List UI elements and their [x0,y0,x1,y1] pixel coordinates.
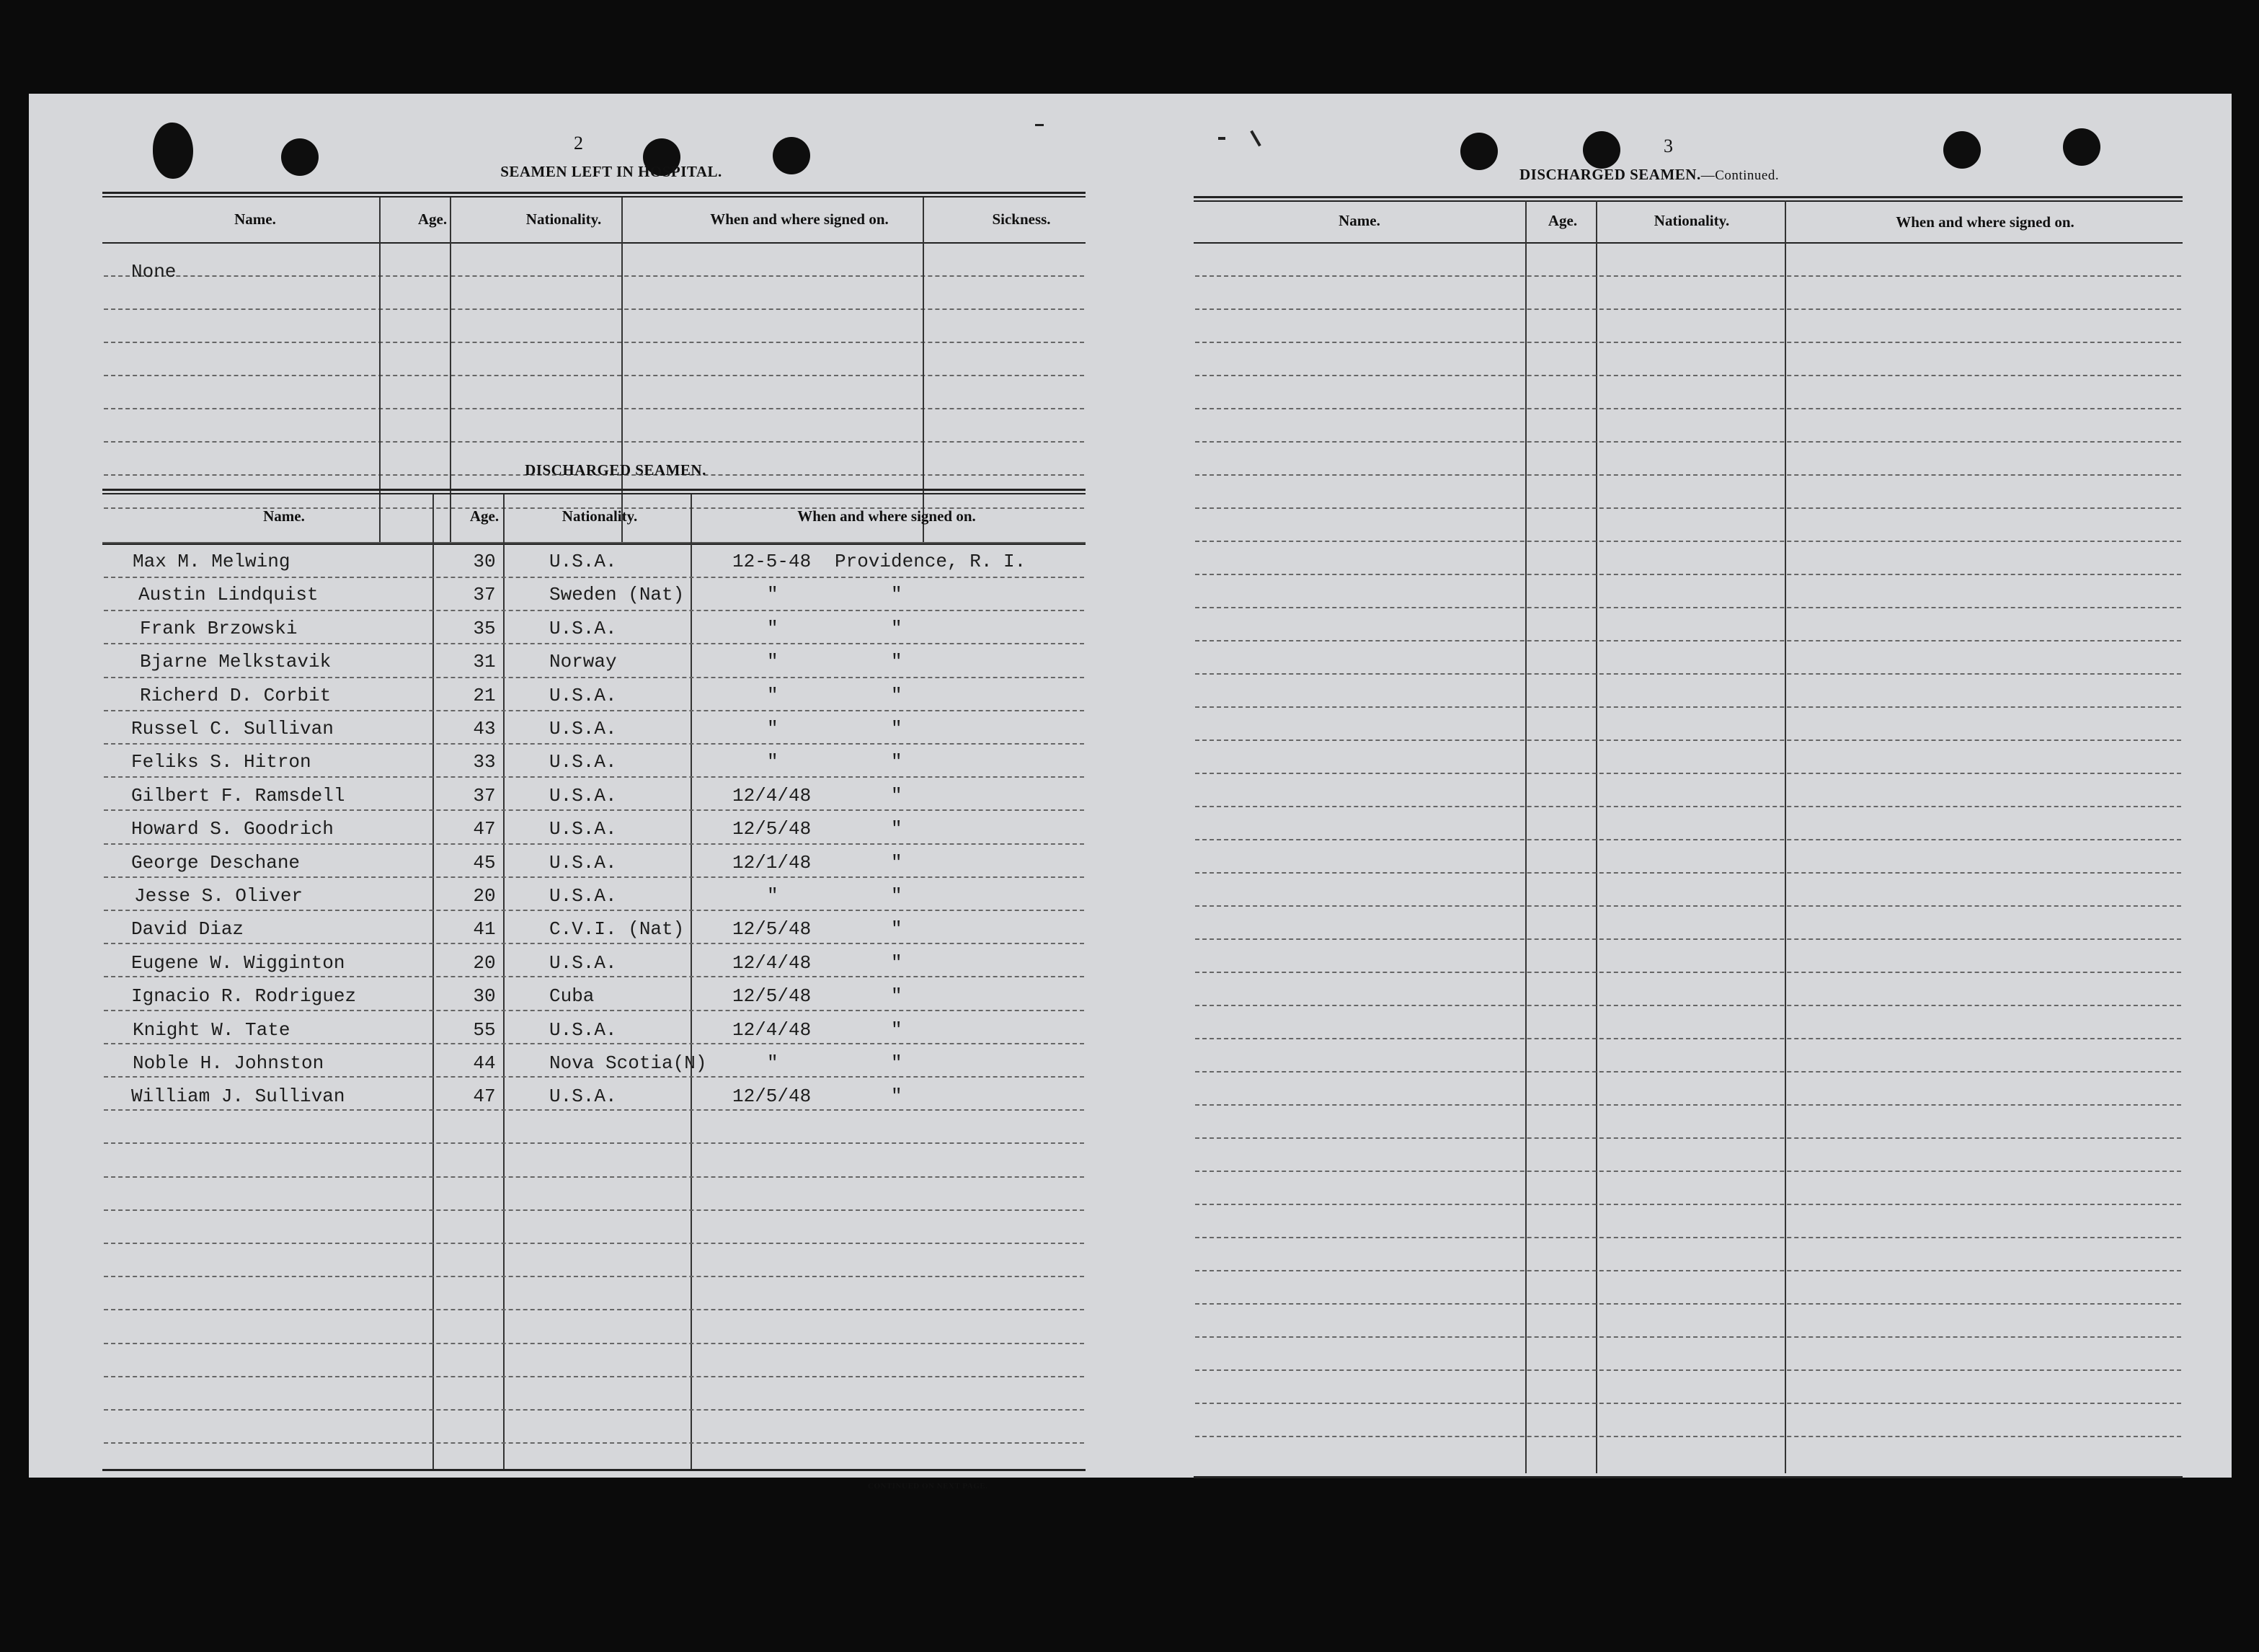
seaman-age: 30 [473,551,496,572]
signed-on-date: 12/5/48 [732,918,812,941]
right-header-name: Name. [1339,212,1380,229]
ruling-line [104,976,1084,977]
seaman-age: 45 [473,851,496,874]
signed-on-date: 12-5-48 [732,551,812,572]
seaman-name: Bjarne Melkstavik [140,651,332,673]
ruling-line [104,1043,1084,1044]
seaman-nationality: U.S.A. [549,617,617,639]
seaman-name: Knight W. Tate [133,1018,290,1041]
ruling-line [1195,938,2181,940]
seaman-name: Noble H. Johnston [133,1052,324,1074]
seaman-nationality: U.S.A. [549,885,617,907]
ruling-line [1195,441,2181,443]
right-header-signed-on: When and where signed on. [1896,213,2074,231]
hospital-none-entry: None [131,261,177,283]
signed-on-date: 12/4/48 [732,1018,812,1041]
ruling-line [1195,507,2181,509]
ruling-line [1195,839,2181,840]
ruling-line [1195,607,2181,608]
ruling-line [1195,706,2181,708]
signed-on-date: " [767,651,778,673]
signed-on-date: 12/1/48 [732,851,812,874]
ruling-line [1195,1171,2181,1172]
signed-on-date: 12/4/48 [732,784,812,807]
seaman-name: Max M. Melwing [133,551,290,572]
page-number-right: 3 [1664,136,1673,156]
ruling-line [104,275,1084,277]
ink-mark [1035,124,1044,126]
ruling-line [1195,1436,2181,1437]
signed-on-date: " [767,718,778,740]
ink-mark [1218,137,1225,140]
right-section-title [1519,166,1779,184]
ruling-line [104,1176,1084,1178]
ruling-line [104,1010,1084,1011]
seaman-nationality: Norway [549,651,617,673]
ruling-line [104,610,1084,611]
signed-on-place: " [891,751,902,773]
seaman-age: 37 [473,784,496,807]
ruling-line [1195,474,2181,476]
discharged-header-age: Age. [469,507,500,525]
seaman-age: 30 [473,985,496,1008]
ruling-line [1195,972,2181,973]
ruling-line [1195,1270,2181,1271]
seaman-age: 31 [473,651,496,673]
ruling-line [1195,1403,2181,1404]
ruling-line [104,577,1084,578]
seaman-name: Gilbert F. Ramsdell [131,784,345,807]
ruling-line [104,342,1084,343]
ruling-line [104,1409,1084,1411]
seaman-age: 44 [473,1052,496,1074]
signed-on-date: 12/4/48 [732,951,812,974]
signed-on-date: " [767,751,778,773]
right-title-main: DISCHARGED SEAMEN. [1519,166,1701,183]
seaman-age: 33 [473,751,496,773]
seaman-age: 35 [473,617,496,639]
ruling-line [1195,1071,2181,1073]
seaman-nationality: U.S.A. [549,951,617,974]
discharged-header-nationality: Nationality. [562,507,638,525]
punch-hole [2063,128,2100,166]
ruling-line [104,1142,1084,1144]
ruling-line [1195,1005,2181,1006]
ruling-line [1195,905,2181,907]
seaman-age: 43 [473,718,496,740]
seaman-age: 55 [473,1018,496,1041]
seaman-nationality: U.S.A. [549,851,617,874]
signed-on-place: " [891,651,902,673]
ruling-line [104,843,1084,845]
signed-on-place: " [891,718,902,740]
punch-hole [281,138,319,176]
document-spread [29,94,2232,1491]
seaman-nationality: U.S.A. [549,751,617,773]
continued-footer: CONTINUED ON NEXT PAGE. [868,1482,988,1491]
seaman-nationality: U.S.A. [549,784,617,807]
ruling-line [104,1343,1084,1344]
seaman-nationality: U.S.A. [549,818,617,840]
ruling-line [104,408,1084,409]
ruling-line [104,1209,1084,1211]
ruling-line [1195,342,2181,343]
page-number: 2 [574,133,583,154]
ruling-line [1195,872,2181,874]
seaman-nationality: U.S.A. [549,684,617,706]
hospital-header-age: Age. [417,210,448,228]
ruling-line [104,1376,1084,1377]
seaman-name: Ignacio R. Rodriguez [131,985,357,1008]
ruling-line [1195,541,2181,542]
ruling-line [104,1109,1084,1111]
signed-on-place: " [891,584,902,606]
ruling-line [1195,806,2181,807]
discharged-section-title: DISCHARGED SEAMEN. [525,461,706,479]
ruling-line [1195,275,2181,277]
signed-on-place: " [891,818,902,840]
ruling-line [1195,1303,2181,1305]
right-title-suffix: —Continued. [1700,168,1780,183]
punch-hole [773,137,810,174]
ruling-line [1195,408,2181,409]
ink-mark [1250,130,1261,147]
signed-on-place: " [891,684,902,706]
discharged-header-signed-on: When and where signed on. [797,507,976,525]
ruling-line [1195,740,2181,741]
ruling-line [104,710,1084,711]
seaman-nationality: C.V.I. (Nat) [549,918,685,941]
hospital-header-sickness: Sickness. [992,210,1051,228]
punch-hole [153,123,193,179]
discharged-header-name: Name. [263,507,305,525]
ruling-line [1195,308,2181,310]
ruling-line [1195,773,2181,774]
signed-on-place: " [891,784,902,807]
ruling-line [1195,1038,2181,1039]
right-header-age: Age. [1548,212,1578,229]
signed-on-place: Providence, R. I. [835,551,1026,572]
hospital-header-signed-on: When and where signed on. [710,210,889,228]
signed-on-place: " [891,851,902,874]
seaman-nationality: Cuba [549,985,595,1008]
ruling-line [104,1442,1084,1444]
seaman-name: Eugene W. Wigginton [131,951,345,974]
signed-on-date: 12/5/48 [732,985,812,1008]
ruling-line [104,1276,1084,1277]
punch-hole [1460,133,1498,170]
seaman-nationality: U.S.A. [549,1085,617,1108]
seaman-name: Austin Lindquist [138,584,319,606]
signed-on-place: " [891,951,902,974]
right-header-nationality: Nationality. [1654,212,1730,229]
hospital-header-nationality: Nationality. [525,210,602,228]
signed-on-date: " [767,684,778,706]
seaman-age: 41 [473,918,496,941]
punch-hole [1943,131,1981,169]
ruling-line [1195,640,2181,641]
ruling-line [104,1309,1084,1310]
ruling-line [104,1076,1084,1078]
seaman-age: 20 [473,885,496,907]
hospital-section-title: SEAMEN LEFT IN HOSPITAL. [500,163,722,180]
ruling-line [104,809,1084,811]
ruling-line [1195,1336,2181,1338]
seaman-nationality: U.S.A. [549,718,617,740]
seaman-age: 47 [473,818,496,840]
signed-on-date: " [767,1052,778,1074]
seaman-age: 47 [473,1085,496,1108]
signed-on-date: 12/5/48 [732,1085,812,1108]
ruling-line [104,910,1084,911]
ruling-line [1195,1369,2181,1371]
seaman-name: George Deschane [131,851,301,874]
seaman-nationality: U.S.A. [549,551,617,572]
seaman-age: 20 [473,951,496,974]
ruling-line [104,743,1084,745]
signed-on-date: " [767,617,778,639]
ruling-line [104,308,1084,310]
ruling-line [104,677,1084,678]
seaman-age: 21 [473,684,496,706]
ruling-line [104,876,1084,878]
seaman-age: 37 [473,584,496,606]
signed-on-place: " [891,1085,902,1108]
seaman-name: Feliks S. Hitron [131,751,311,773]
ruling-line [1195,1137,2181,1139]
signed-on-place: " [891,885,902,907]
seaman-nationality: Sweden (Nat) [549,584,685,606]
signed-on-date: " [767,885,778,907]
signed-on-place: " [891,918,902,941]
signed-on-date: " [767,584,778,606]
ruling-line [104,776,1084,778]
ruling-line [104,441,1084,443]
ruling-line [104,375,1084,376]
seaman-name: Howard S. Goodrich [131,818,334,840]
seaman-name: Richerd D. Corbit [140,684,332,706]
signed-on-place: " [891,617,902,639]
ruling-line [1195,375,2181,376]
ruling-line [104,1243,1084,1244]
seaman-name: Russel C. Sullivan [131,718,334,740]
seaman-nationality: U.S.A. [549,1018,617,1041]
ruling-line [104,943,1084,944]
punch-hole [1583,131,1620,169]
hospital-header-name: Name. [234,210,276,228]
signed-on-place: " [891,985,902,1008]
ruling-line [1195,1104,2181,1106]
seaman-name: Jesse S. Oliver [134,885,303,907]
ruling-line [1195,574,2181,575]
signed-on-date: 12/5/48 [732,818,812,840]
seaman-nationality: Nova Scotia(N) [549,1052,707,1074]
signed-on-place: " [891,1052,902,1074]
signed-on-place: " [891,1018,902,1041]
seaman-name: David Diaz [131,918,244,941]
ruling-line [1195,1237,2181,1238]
seaman-name: Frank Brzowski [140,617,298,639]
ruling-line [1195,673,2181,675]
seaman-name: William J. Sullivan [131,1085,345,1108]
ruling-line [104,643,1084,644]
ruling-line [1195,1204,2181,1205]
